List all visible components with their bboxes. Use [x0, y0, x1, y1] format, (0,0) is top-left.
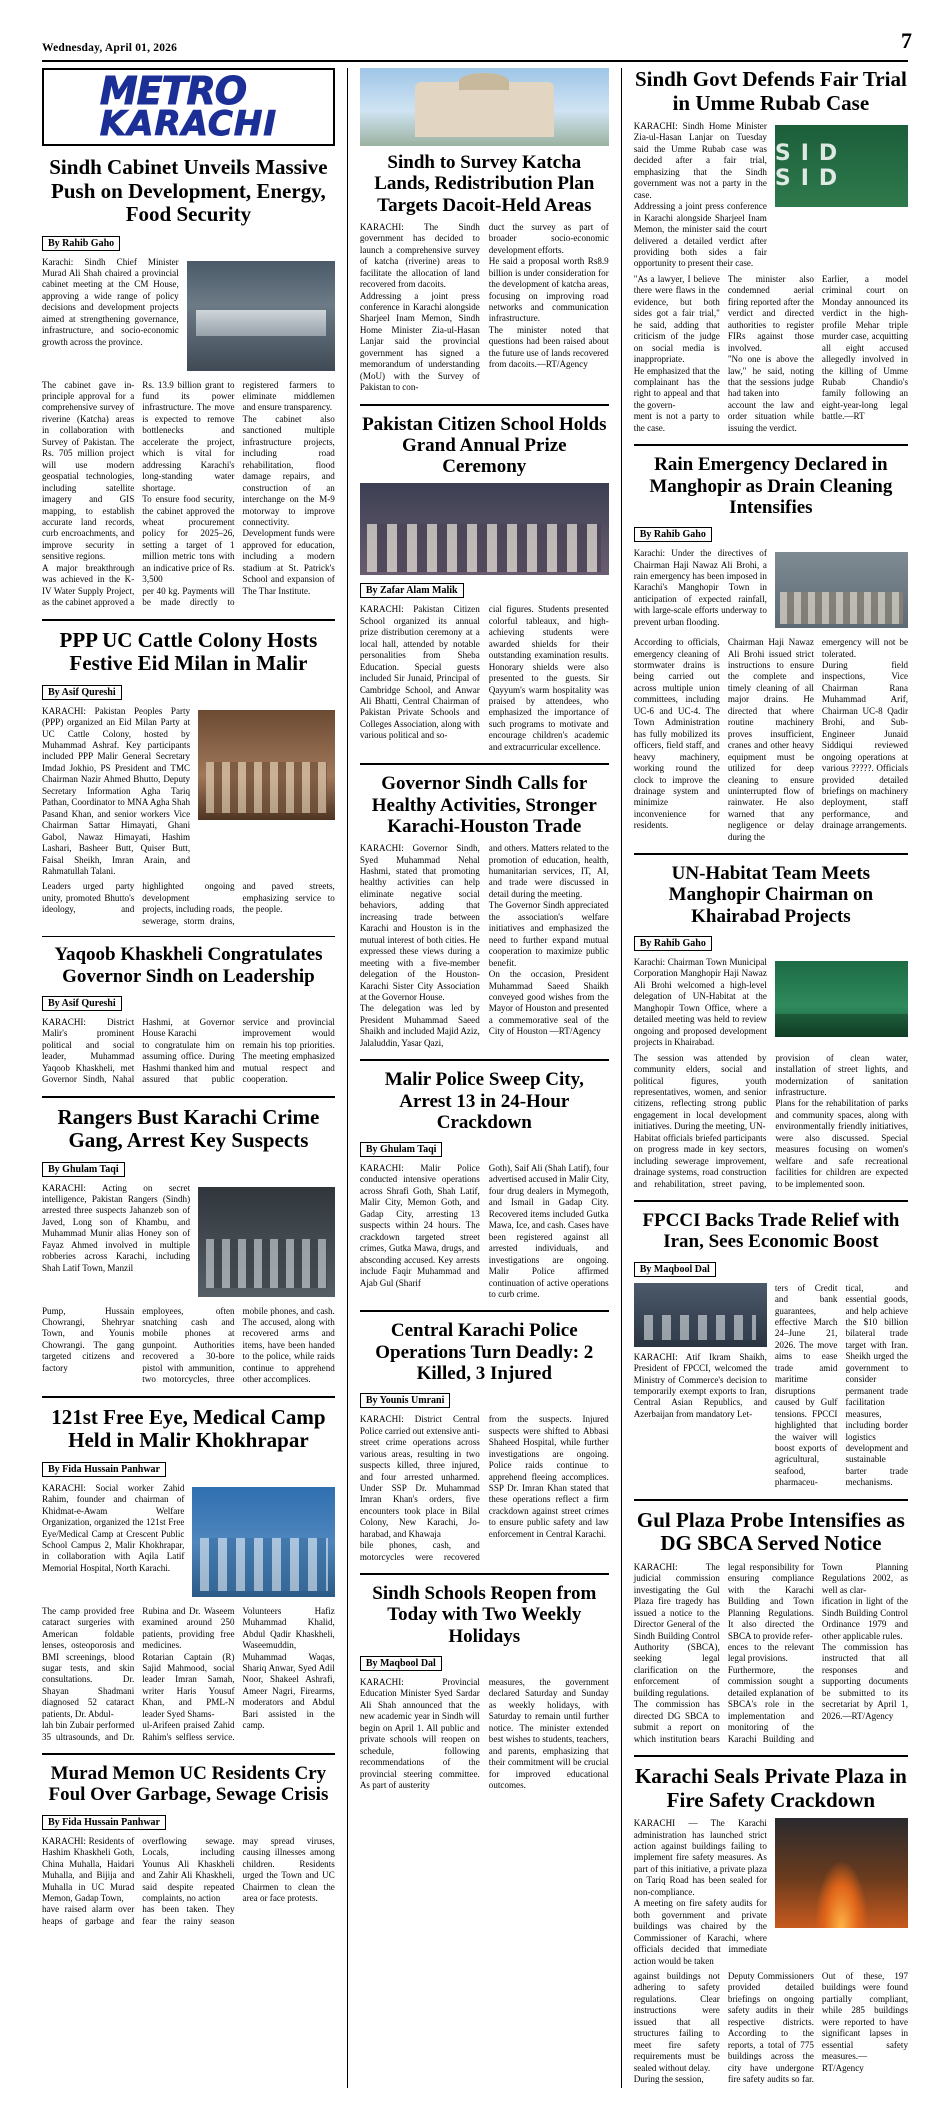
masthead-photo-mosque: [360, 68, 609, 146]
section-divider: [360, 1059, 609, 1061]
paragraph: Addressing a joint press conference in Karachi alongside Sharjeel Inam Memon, Sindh Home Minister Zia-ul-Hasan Lanjar said the provincial government has signed a memorandum of understanding (MoU) with the Survey of Pakistan to con-: [359, 290, 480, 393]
article-citizen-school: [360, 414, 609, 754]
section-divider: [42, 936, 335, 937]
paragraph: The cabinet gave in-principle approval for a comprehensive survey of riverine (Katcha) areas in collaboration with Survey of Pakistan. The Rs. 705 million project will use modern geospatial technologies, including satellite imagery and GIS mapping, to establish accurate land records, curb encroachments, and improve security in sensitive regions.: [42, 379, 135, 562]
headline: Karachi Seals Private Plaza in Fire Safety Crackdown: [634, 1764, 907, 1812]
article-gul-plaza: [634, 1509, 908, 1745]
paragraph: Chairman Haji Nawaz Ali Brohi issued strict instructions to ensure the complete and timely cleaning of all major drains. He directed that where routine machinery proves insufficient, cranes and other heavy equipment must be utilized for deep cleaning to ensure uninterrupted flow of rainwater. He also warned that any negligence or delay during the: [727, 637, 814, 842]
article-rain-emergency: [634, 454, 908, 843]
paragraph: The Governor Sindh appreciated the association's welfare initiatives and emphasized the need to further expand mutual cooperation to maximize public benefit.: [488, 900, 609, 968]
paragraph: to congratulate him on assuming office. During Hashmi thanked him and assured that public service and provincial improvement would remain his top priorities. The meeting emphasized mutual respect and cooperation.: [142, 1016, 335, 1085]
section-divider: [634, 1499, 908, 1501]
paragraph: "As a lawyer, I believe there were flaws in the evidence, but both sides got a fair trial," he said, adding that criticism of the judge on social media is inappropriate.: [633, 273, 720, 365]
paragraph: Karachi: Chairman Town Municipal Corporation Manghopir Haji Nawaz Ali Brohi welcomed a high-level delegation of UN-Habitat at the Manghopir Town Office, where a detailed meeting was held to review ongoing and proposed development projects in Khairabad.: [633, 957, 767, 1048]
article-photo-fire: [775, 1818, 908, 1928]
article-seals-plaza: [634, 1765, 908, 2085]
paragraph: employees, often snatching cash and mobile phones at gunpoint. Authorities recovered a 30-bore pistol with ammunition, two motorcycles, three mobile phones, and cash. The accused, along with recovered arms and items, have been handed to the police, while raids continue to apprehend other accomplices.: [142, 1305, 335, 1385]
paragraph: cial figures. Students presented colorful tableaux, and high-achieving students were awarded shields for their outstanding examination results. Honorary shields were also presented to the guests. Sir Qayyum's warm hospitality was praised by attendees, who emphasized the importance of such programs to motivate and encourage children's academic and extracurricular excellence.: [488, 604, 609, 752]
article-katcha-survey: [360, 152, 609, 394]
paragraph: To ensure food security, the cabinet approved the wheat procurement policy for 2025–26, setting a target of 1 million metric tons with an indicative price of Rs. 3,500: [142, 494, 235, 585]
paragraph: ification in light of the Sindh Building Control Ordinance 1979 and other applicable rules.: [821, 1596, 909, 1641]
headline: Rangers Bust Karachi Crime Gang, Arrest Key Suspects: [57, 1104, 320, 1153]
article-photo-umme-rubab: [775, 125, 908, 207]
paragraph: ul-Arifeen praised Zahid Rahim's selfless service. Volunteers Hafiz Muhammad Khalid, Abdul Qadir Khaskheli, Waseemuddin, Muhammad Waqas, Shariq Anwar, Syed Adil Noor, Shakeel Ashrafi, Ameer Nagri, Firearms, moderators and Abdul Bari assisted in the camp.: [142, 1605, 335, 1742]
paragraph: emergency will not be tolerated.: [821, 637, 909, 659]
byline: By Rahib Gaho: [634, 527, 712, 542]
paragraph: Pump, Hussain Chowrangi, Shehryar Town, and Younis Chowrangi. The gang targeted citizens and factory: [42, 1305, 135, 1373]
paragraph: KARACHI: Governor Sindh, Syed Muhammad Nehal Hashmi, stated that promoting healthy activities can help eliminate negative social behaviors, adding that increasing trade between Karachi and Houston is in the mutual interest of both cities. He expressed these views during a meeting with a five-member delegation of the Houston-Karachi Sister City Association at the Governor House.: [359, 843, 480, 1002]
logo-line-2: KARACHI: [99, 103, 277, 144]
paragraph: against buildings not adhering to safety regulations. Clear instructions were issued that all structures failing to meet fire safety requirements must be sealed without delay.: [633, 1970, 720, 2073]
byline: By Maqbool Dal: [360, 1656, 442, 1671]
paragraph: tical, and essential goods, and help achieve the $10 billion bilateral trade target with Iran. Sheikh urged the government to consider permanent trade facilitation measures, including border logistics development and sustainable barter trade mechanisms.: [845, 1282, 908, 1488]
article-photo-prize-ceremony: [360, 483, 609, 575]
paragraph: Furthermore, the commission sought a detailed explanation of SBCA's role in the implementation and monitoring of the Karachi Building and Town Planning Regulations 2002, as well as clar-: [727, 1561, 909, 1744]
paragraph: ters of Credit and bank guarantees, effective March 24–June 21, 2026. The move aims to ease trade amid maritime disruptions caused by Gulf tensions. FPCCI highlighted that the waiver will boost exports of agricultural, seafood, pharmaceu-: [774, 1282, 838, 1488]
paragraph: The camp provided free cataract surgeries with American foldable lenses, osteoporosis and BMI screenings, blood sugar tests, and skin consultations. Dr. Shayan Shadmani diagnosed 52 cataract patients, Dr. Abdul-: [42, 1605, 135, 1719]
paragraph: The commission has directed DG SBCA to submit a report on which institution bears legal responsibility for ensuring compliance with the Karachi Building and Town Planning Regulations. It also directed the SBCA to provide refer-: [633, 1561, 814, 1744]
paragraph: projects, including roads, sewerage, storm drains, and paved streets, emphasizing service to the people.: [142, 881, 335, 926]
logo-line-1: METRO: [99, 68, 247, 113]
byline: By Zafar Alam Malik: [360, 583, 464, 598]
section-divider: [360, 1573, 609, 1575]
section-divider: [634, 1200, 908, 1202]
paragraph: has been taken. They fear the rainy season may spread viruses, causing illnesses among children. Residents urged the Town and UC Chairmen to clean the area or face protests.: [142, 1835, 335, 1926]
headline: PPP UC Cattle Colony Hosts Festive Eid Milan in Malir: [59, 627, 318, 676]
article-fpcci: [634, 1210, 908, 1489]
headline: Governor Sindh Calls for Healthy Activities, Stronger Karachi-Houston Trade: [371, 773, 597, 837]
paragraph: During the session,: [633, 2074, 704, 2085]
headline: Murad Memon UC Residents Cry Foul Over Garbage, Sewage Crisis: [48, 1763, 329, 1806]
paragraph: A meeting on fire safety audits for both government and private buildings was chaired by the Commissioner of Karachi, where officials decided that immediate action would be taken: [633, 1898, 767, 1966]
paragraph: A major breakthrough was achieved in the K-IV Water Supply Project, as the cabinet approved a Rs. 13.9 billion grant to fund its power infrastructure. The move is expected to remove bottlenecks and accelerate the project, which is vital for addressing Karachi's long-standing water shortage.: [42, 379, 235, 608]
paragraph: Addressing a joint press conference in Karachi alongside Sharjeel Inam Memon, the minister said the court delivered a detailed verdict after providing both sides a fair opportunity to present their case.: [633, 201, 767, 269]
article-schools-reopen: [360, 1583, 609, 1791]
paragraph: He said a proposal worth Rs8.9 billion is under consideration for the development of katcha areas, focusing on improving road networks and communication infrastructure.: [488, 256, 609, 324]
byline: By Fida Hussain Panhwar: [42, 1815, 166, 1830]
paragraph: "No one is above the law," he said, noting that the sessions judge had taken into: [727, 354, 814, 399]
paragraph: KARACHI: District Central Police carried out extensive anti-street crime operations across various areas, resulting in two suspects killed, three injured, and four arrested unharmed. Under SSP Dr. Muhammad Imran Khan's orders, five encounters took place in Bilal Colony, New Karachi, Jo-harabad, and Khawaja: [359, 1414, 480, 1539]
paragraph: KARACHI: Atif Ikram Shaikh, President of FPCCI, welcomed the Ministry of Commerce's decision to temporarily exempt exports to Iran, Central Asian Republics, and Azerbaijan from mandatory Let-: [633, 1351, 767, 1419]
paragraph: The minister noted that questions had been raised about the future use of lands recovered from dacoits.—RT/Agency: [488, 324, 609, 370]
paragraph: ment is not a party to the case.: [633, 411, 720, 433]
byline: By Fida Hussain Panhwar: [42, 1462, 166, 1477]
paragraph: During field inspections, Vice Chairman Rana Muhammad Arif, Chairman UC-8 Qadir Brohi, and Sub-Engineer Junaid Siddiqui reviewed ongoing operations at various ?????. Officials provided detailed briefings on machinery deployment, staff performance, and drainage arrangements.: [821, 659, 909, 831]
article-photo-drain-cleaning: [775, 552, 908, 628]
paragraph: lah bin Zubair performed 35 ultrasounds, and Dr. Rubina and Dr. Waseem examined around 250 patients, providing free medicines.: [42, 1605, 235, 1742]
article-photo-eid-milan: [198, 710, 335, 820]
paragraph: KARACHI: Pakistan Citizen School organized its annual prize distribution ceremony at a local hall, attended by notable personalities from Sheba Education. Special guests included Sir Junaid, Principal of Cambridge School, and Anwar Ali Bhatti, Central Chairman of Pakistan Private Schools and Colleges Association, along with various political and so-: [359, 604, 480, 741]
paragraph: KARACHI: Residents of Hashim Khaskheli Goth, China Muhalla, Haidari Muhalla, and Bijija and Muhalla in UC Murad Memon, Gadap Town,: [42, 1835, 135, 1903]
paragraph: The session was attended by community elders, social and political figures, youth representatives, women, and senior citizens, reflecting strong public engagement in local development initiatives. During the meeting, UN-: [633, 1052, 767, 1132]
paragraph: duct the survey as part of broader socio-economic development efforts.: [488, 221, 609, 255]
paragraph: bile phones, cash, and motorcycles were recovered from the suspects. Injured suspects were shifted to Abbasi Shaheed Hospital, while further investigations are ongoing. Police raids continue to apprehend fleeing accomplices. SSP Dr. Imran Khan stated that these operations reflect a firm crackdown against street crimes to ensure public safety and law enforcement in Central Karachi.: [359, 1414, 609, 1562]
article-sindh-cabinet: [42, 156, 335, 609]
article-yaqoob-khaskheli: [42, 944, 335, 1085]
headline: Sindh Cabinet Unveils Massive Push on Development, Energy, Food Security: [49, 155, 328, 227]
photo-overlay-text: SID SID: [774, 141, 848, 192]
byline: By Asif Qureshi: [42, 996, 122, 1011]
page-number: 7: [901, 28, 912, 53]
article-governor-sindh: [360, 773, 609, 1049]
section-divider: [634, 853, 908, 855]
paragraph: Karachi: Sindh Chief Minister Murad Ali Shah chaired a provincial cabinet meeting at the CM House, approving a wide range of policy decisions and development projects aimed at strengthening governance, infrastructure, and socio-economic growth across the province.: [42, 256, 179, 347]
paragraph: KARACHI: The judicial commission investigating the Gul Plaza fire tragedy has issued a notice to the Director General of the Sindh Building Control Authority (SBCA), seeking legal clarification on the enforcement of building regulations.: [633, 1561, 720, 1698]
headline: Sindh Schools Reopen from Today with Two Weekly Holidays: [372, 1583, 597, 1647]
section-divider: [634, 1755, 908, 1757]
paragraph: Leaders urged party unity, promoted Bhutto's ideology, and highlighted ongoing development: [42, 881, 235, 915]
paragraph: According to officials, emergency cleaning of stormwater drains is being carried out across multiple union committees, including UC-6 and UC-4. The Town Administration has fully mobilized its officers, field staff, and heavy machinery, working round the clock to improve the drainage system and minimize inconvenience for residents.: [633, 637, 720, 831]
article-malir-police: [360, 1069, 609, 1300]
page-content: [0, 62, 950, 2118]
paragraph: The minister also condemned aerial firing reported after the verdict and directed authorities to register FIRs against those involved.: [727, 273, 814, 353]
headline: Sindh to Survey Katcha Lands, Redistribution Plan Targets Dacoit-Held Areas: [374, 152, 595, 216]
paragraph: have raised alarm over heaps of garbage and overflowing sewage. Locals, including Younus Ali Khaskheli and Zahir Ali Khaskheli, said despite repeated complaints, no action: [42, 1835, 235, 1926]
paragraph: Rotarian Captain (R) Sajid Mahmood, social leader Imran Samah, writer Haris Yousuf Khan, and PML-N leader Syed Shams-: [142, 1651, 235, 1719]
byline: By Ghulam Taqi: [42, 1162, 125, 1177]
article-murad-memon: [42, 1763, 335, 1927]
paragraph: Plans for the rehabilitation of parks and community spaces, along with environmentally friendly initiatives, were also discussed. Special measures focusing on women's welfare and safe recreational facilities for children are expected to be implemented soon.: [775, 1098, 909, 1189]
paragraph: account the law and order situation while issuing the verdict.: [727, 399, 814, 433]
byline: By Ghulam Taqi: [360, 1142, 443, 1157]
column-middle: [347, 68, 609, 2088]
paragraph: The cabinet also sanctioned multiple infrastructure projects, including road rehabilitation, flood damage repairs, and construction of an interchange on the M-9 motorway to improve connectivity. Development funds were approved for education, including a modern stadium at St. Patrick's School and expansion of The Thar Institute.: [242, 413, 335, 596]
paragraph: measures, the government declared Saturday and Sunday as weekly holidays, with Saturday to remain until further notice. The minister extended best wishes to students, teachers, and parents, emphasizing that their commitment will be crucial for improved educational outcomes.: [488, 1676, 609, 1791]
headline: Sindh Govt Defends Fair Trial in Umme Rubab Case: [634, 67, 907, 115]
column-right: [621, 68, 908, 2088]
byline: By Maqbool Dal: [634, 1262, 716, 1277]
article-central-police: [360, 1320, 609, 1563]
section-divider: [360, 763, 609, 765]
article-photo-eye-camp: [192, 1487, 334, 1597]
article-umme-rubab: [634, 68, 908, 434]
byline: By Rahib Gaho: [42, 236, 120, 251]
headline: Pakistan Citizen School Holds Grand Annual Prize Ceremony: [362, 413, 607, 478]
paragraph: KARACHI — The Karachi administration has launched strict action against buildings failing to implement fire safety measures. As part of this initiative, a private plaza on Tariq Road has been sealed for non-compliance.: [633, 1818, 767, 1897]
paragraph: KARACHI: Pakistan Peoples Party (PPP) organized an Eid Milan Party at UC Cattle Colony, hosted by Muhammad Ashraf. Key participants included PPP Malir General Secretary Imdad Jokhio, PS President and TMC Chairman Nazir Ahmed Bhutto, Deputy Secretary Information Agha Tariq Pathan, Coordinator to MNA Agha Shah Pasand Khan, and senior workers Vice Chairman Sattar Himayati, Ghani Gabol, Nawaz Himayati, Hashim Lashari, Basheer Butt, Quiser Butt, Faisal Sheikh, Imran Arain, and Rahmatullah Talani.: [42, 705, 191, 876]
paragraph: and others. Matters related to the promotion of education, health, humanitarian services, IT, AI, and trade were discussed in detail during the meeting.: [488, 843, 609, 899]
headline: Rain Emergency Declared in Manghopir as Drain Cleaning Intensifies: [649, 454, 893, 518]
paragraph: per 40 kg. Payments will be made directly to registered farmers to eliminate middlemen and ensure transparency.: [142, 379, 335, 608]
byline: By Rahib Gaho: [634, 936, 712, 951]
section-divider: [42, 1396, 335, 1398]
paragraph: Goth), Saif Ali (Shah Latif), four advertised accused in Malir City, four drug dealers in Mymegoth, and Ismail in Gadap City. Recovered items included Gutka Mawa, Ice, and cash. Cases have been registered against all arrested individuals, and investigations are ongoing. Malir Police affirmed continuation of active operations to curb crime.: [488, 1163, 609, 1300]
article-photo-unhabitat-meeting: [775, 961, 908, 1037]
paragraph: KARACHI: Social worker Zahid Rahim, founder and chairman of Khidmat-e-Awam Welfare Organization, organized the 121st Free Eye/Medical Camp at Crescent Public School Campus 2, Malir Khokhrapar, in collaboration with Aqila Latif Memorial Hospital, North Karachi.: [42, 1482, 185, 1573]
paragraph: The commission has instructed that all responses and supporting documents be submitted to its secretariat by April 1, 2026.—RT/Agency: [821, 1641, 909, 1721]
headline: UN-Habitat Team Meets Manghopir Chairman on Khairabad Projects: [668, 863, 874, 927]
section-divider: [42, 1096, 335, 1098]
article-eye-camp: [42, 1406, 335, 1743]
paragraph: KARACHI: Malir Police conducted intensive operations across Shrafi Goth, Shah Latif, Malir City, Memon Goth, and Gadap City, arresting 13 suspects within 24 hours. The crackdown targeted street crimes, Gutka Mawa, drugs, and absconding accused. Key arrests include Faqir Muhammad and Ajab Gul (Sharif: [359, 1163, 480, 1288]
page-header: [0, 0, 950, 58]
headline: FPCCI Backs Trade Relief with Iran, Sees Economic Boost: [642, 1210, 900, 1253]
paragraph: KARACHI: Sindh Home Minister Zia-ul-Hasan Lanjar on Tuesday said the Umme Rubab case was decided after a fair trial, emphasizing that the Sindh government was not a party in the case.: [633, 121, 767, 200]
section-divider: [42, 619, 335, 621]
headline: 121st Free Eye, Medical Camp Held in Malir Khokhrapar: [51, 1404, 326, 1453]
article-photo-fpcci: [634, 1283, 767, 1347]
column-left: [42, 68, 335, 2088]
paragraph: Habitat officials briefed participants on progress made in key sectors, including sewerage improvement, drainage systems, road construction and rehabilitation, street paving, provision of clean water, installation of street lights, and modernization of sanitation infrastructure.: [633, 1052, 909, 1189]
section-divider: [360, 404, 609, 406]
paragraph: KARACHI: Provincial Education Minister Syed Sardar Ali Shah announced that the new academic year in Sindh will begin on April 1. All public and private schools will reopen on schedule, following recommendations of the provincial steering committee. As part of austerity: [359, 1676, 480, 1791]
byline: By Asif Qureshi: [42, 685, 122, 700]
headline: Malir Police Sweep City, Arrest 13 in 24-Hour Crackdown: [384, 1069, 584, 1133]
paragraph: On the occasion, President Muhammad Saeed Shaikh conveyed good wishes from the Mayor of Houston and presented a commemorative seal of the City of Houston —RT/Agency: [488, 969, 609, 1037]
paragraph: Deputy Commissioners provided detailed briefings on ongoing safety audits in their respective districts. According to the reports, a total of 775 buildings across the city have undergone fire safety audits so far. Out of these, 197 buildings were found partially compliant, while 285 buildings were reported to have significant lapses in essential safety measures.—RT/Agency: [727, 1970, 909, 2085]
article-photo-rangers: [198, 1187, 335, 1297]
paragraph: KARACHI: Acting on secret intelligence, Pakistan Rangers (Sindh) arrested three suspects Jahanzeb son of Javed, Long son of Khambu, and Muhammad Munir alias Honey son of Fayaz Ahmed involved in multiple robberies across Karachi, including Shah Latif Town, Manzil: [42, 1182, 191, 1273]
headline: Yaqoob Khaskheli Congratulates Governor Sindh on Leadership: [54, 944, 323, 987]
article-cattle-colony: [42, 629, 335, 928]
article-photo-cabinet-meeting: [187, 261, 335, 371]
paragraph: KARACHI: District Malir's prominent political and social leader, Muhammad Yaqoob Khaskheli, met Governor Sindh, Nahal Hashmi, at Governor House Karachi: [42, 1016, 235, 1085]
paragraph: Earlier, a model criminal court on Monday announced its verdict in the high-profile Mehar triple murder case, acquitting all eight accused allegedly involved in the killing of Umme Rubab Chandio's family following an eight-year-long legal battle.—RT: [821, 273, 909, 422]
paragraph: The delegation was led by President Muhammad Saeed Shaikh and included Majid Aziz, Jalaluddin, Yasar Qazi,: [359, 1003, 480, 1048]
section-divider: [634, 444, 908, 446]
dateline: Wednesday, April 01, 2026: [42, 42, 178, 54]
section-divider: [360, 1310, 609, 1312]
section-divider: [42, 1753, 335, 1755]
paragraph: Karachi: Under the directives of Chairman Haji Nawaz Ali Brohi, a rain emergency has been imposed in Karachi's Manghopir Town in anticipation of expected rainfall, with large-scale efforts underway to prevent urban flooding.: [633, 548, 767, 627]
headline: Central Karachi Police Operations Turn Deadly: 2 Killed, 3 Injured: [375, 1320, 594, 1384]
paragraph: He emphasized that the complainant has the right to appeal and that the govern-: [633, 365, 720, 410]
paragraph: KARACHI: The Sindh government has decided to launch a comprehensive survey of katcha (riverine) areas to facilitate the allocation of land recovered from dacoits.: [359, 221, 480, 290]
byline: By Younis Umrani: [360, 1393, 451, 1408]
article-rangers: [42, 1106, 335, 1386]
article-unhabitat: [634, 863, 908, 1190]
paragraph: ences to the relevant legal provisions.: [727, 1641, 814, 1664]
headline: Gul Plaza Probe Intensifies as DG SBCA Served Notice: [636, 1507, 905, 1556]
metro-karachi-logo: [42, 68, 335, 146]
